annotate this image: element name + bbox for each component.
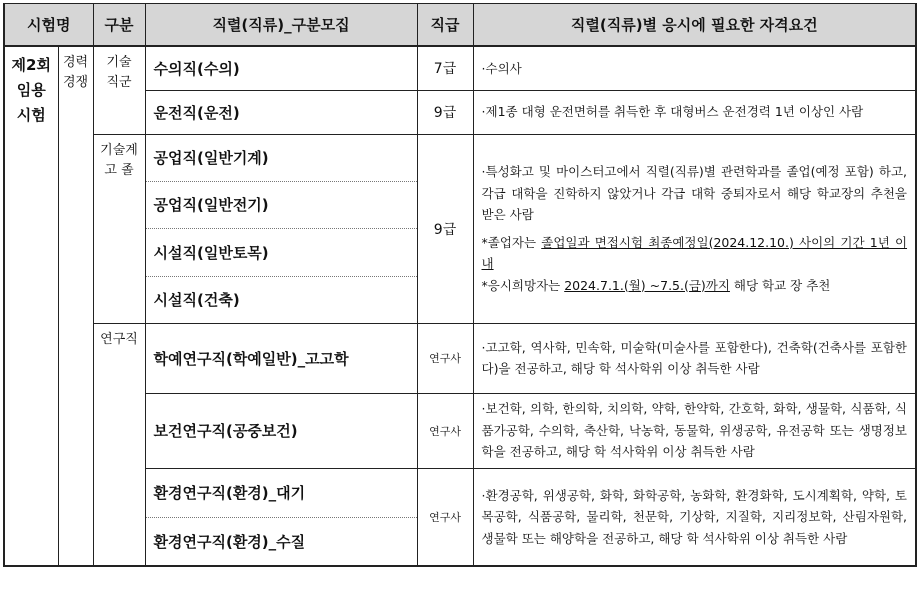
note2-suffix: 해당 학교 장 추천 [729, 277, 831, 293]
position-water: 환경연구직(환경)_수질 [145, 517, 417, 566]
position-driver: 운전직(운전) [145, 90, 417, 134]
header-grade: 직급 [417, 4, 473, 47]
requirement-driver: ·제1종 대형 운전면허를 취득한 후 대형버스 운전경력 1년 이상인 사람 [473, 90, 916, 134]
requirement-hs-note1 [482, 232, 908, 275]
subcategory-hs-cell [93, 134, 145, 323]
header-row [4, 4, 916, 47]
grade-vet: 7급 [417, 46, 473, 90]
requirement-hs-main: ·특성화고 및 마이스터고에서 직렬(직류)별 관련학과를 졸업(예정 포함) 하고, 각급 대학을 진학하지 않았거나 각급 대학 중퇴자로서 해당 학교장의 추천을 받은 사람 [481, 164, 908, 222]
position-vet: 수의직(수의) [145, 46, 417, 90]
header-exam: 시험명 [4, 4, 93, 47]
requirement-health: ·보건학, 의학, 한의학, 치의학, 약학, 한약학, 간호학, 화학, 생물학, 식품학, 식품가공학, 수의학, 축산학, 낙농학, 동물학, 위생공학, 유전공학 또는 생명정보학을 전공하고, 해당 학 석사학위 이상 취득한 사람 [473, 393, 916, 468]
exam-name-line3: 시험 [16, 106, 46, 124]
subcategory-hs-line2: 고 졸 [104, 162, 134, 178]
note1-underline: 졸업일과 면접시험 최종예정일(2024.12.10.) 사이의 기간 1년 이내 [481, 234, 908, 271]
table-row [4, 46, 916, 90]
note2-underline: 2024.7.1.(월) ~7.5.(금)까지 [564, 277, 730, 293]
exam-name-line1: 제2회 [11, 56, 51, 74]
grade-driver: 9급 [417, 90, 473, 134]
position-archaeo: 학예연구직(학예일반)_고고학 [145, 323, 417, 393]
category-main-line2: 경쟁 [62, 75, 89, 90]
note1-prefix: *졸업자는 [481, 234, 542, 250]
requirement-vet: ·수의사 [473, 46, 916, 90]
requirements-table [3, 3, 917, 567]
subcategory-hs-line1: 기술계 [100, 142, 138, 158]
position-elec: 공업직(일반전기) [145, 181, 417, 228]
category-main-line1: 경력 [62, 55, 89, 70]
position-mech: 공업직(일반기계) [145, 134, 417, 181]
grade-env: 연구사 [417, 468, 473, 566]
note2-prefix: *응시희망자는 [481, 277, 565, 293]
table-row [4, 134, 916, 181]
requirement-hs [473, 134, 916, 323]
header-requirements: 직렬(직류)별 응시에 필요한 자격요건 [473, 4, 916, 47]
grade-hs: 9급 [417, 134, 473, 323]
position-health: 보건연구직(공중보건) [145, 393, 417, 468]
header-category: 구분 [93, 4, 145, 47]
exam-name-cell [4, 46, 58, 566]
grade-health: 연구사 [417, 393, 473, 468]
category-main-cell [58, 46, 93, 566]
grade-archaeo: 연구사 [417, 323, 473, 393]
header-position: 직렬(직류)_구분모집 [145, 4, 417, 47]
subcategory-tech-line1: 기술 [106, 55, 132, 70]
requirement-archaeo: ·고고학, 역사학, 민속학, 미술학(미술사를 포함한다), 건축학(건축사를 포함한다)을 전공하고, 해당 학 석사학위 이상 취득한 사람 [473, 323, 916, 393]
requirement-hs-note2 [482, 275, 908, 297]
position-civil: 시설직(일반토목) [145, 228, 417, 276]
table-row [4, 323, 916, 393]
requirement-env: ·환경공학, 위생공학, 화학, 화학공학, 농화학, 환경화학, 도시계획학, 약학, 토목공학, 식품공학, 물리학, 천문학, 기상학, 지질학, 지리정보학, 산림자원학, 생물학 또는 해양학을 전공하고, 해당 학 석사학위 이상 취득한 사람 [473, 468, 916, 566]
subcategory-research-cell: 연구직 [93, 323, 145, 566]
subcategory-tech-cell [93, 46, 145, 134]
position-arch: 시설직(건축) [145, 276, 417, 323]
exam-name-line2: 임용 [16, 81, 46, 99]
subcategory-tech-line2: 직군 [106, 75, 132, 90]
position-air: 환경연구직(환경)_대기 [145, 468, 417, 517]
